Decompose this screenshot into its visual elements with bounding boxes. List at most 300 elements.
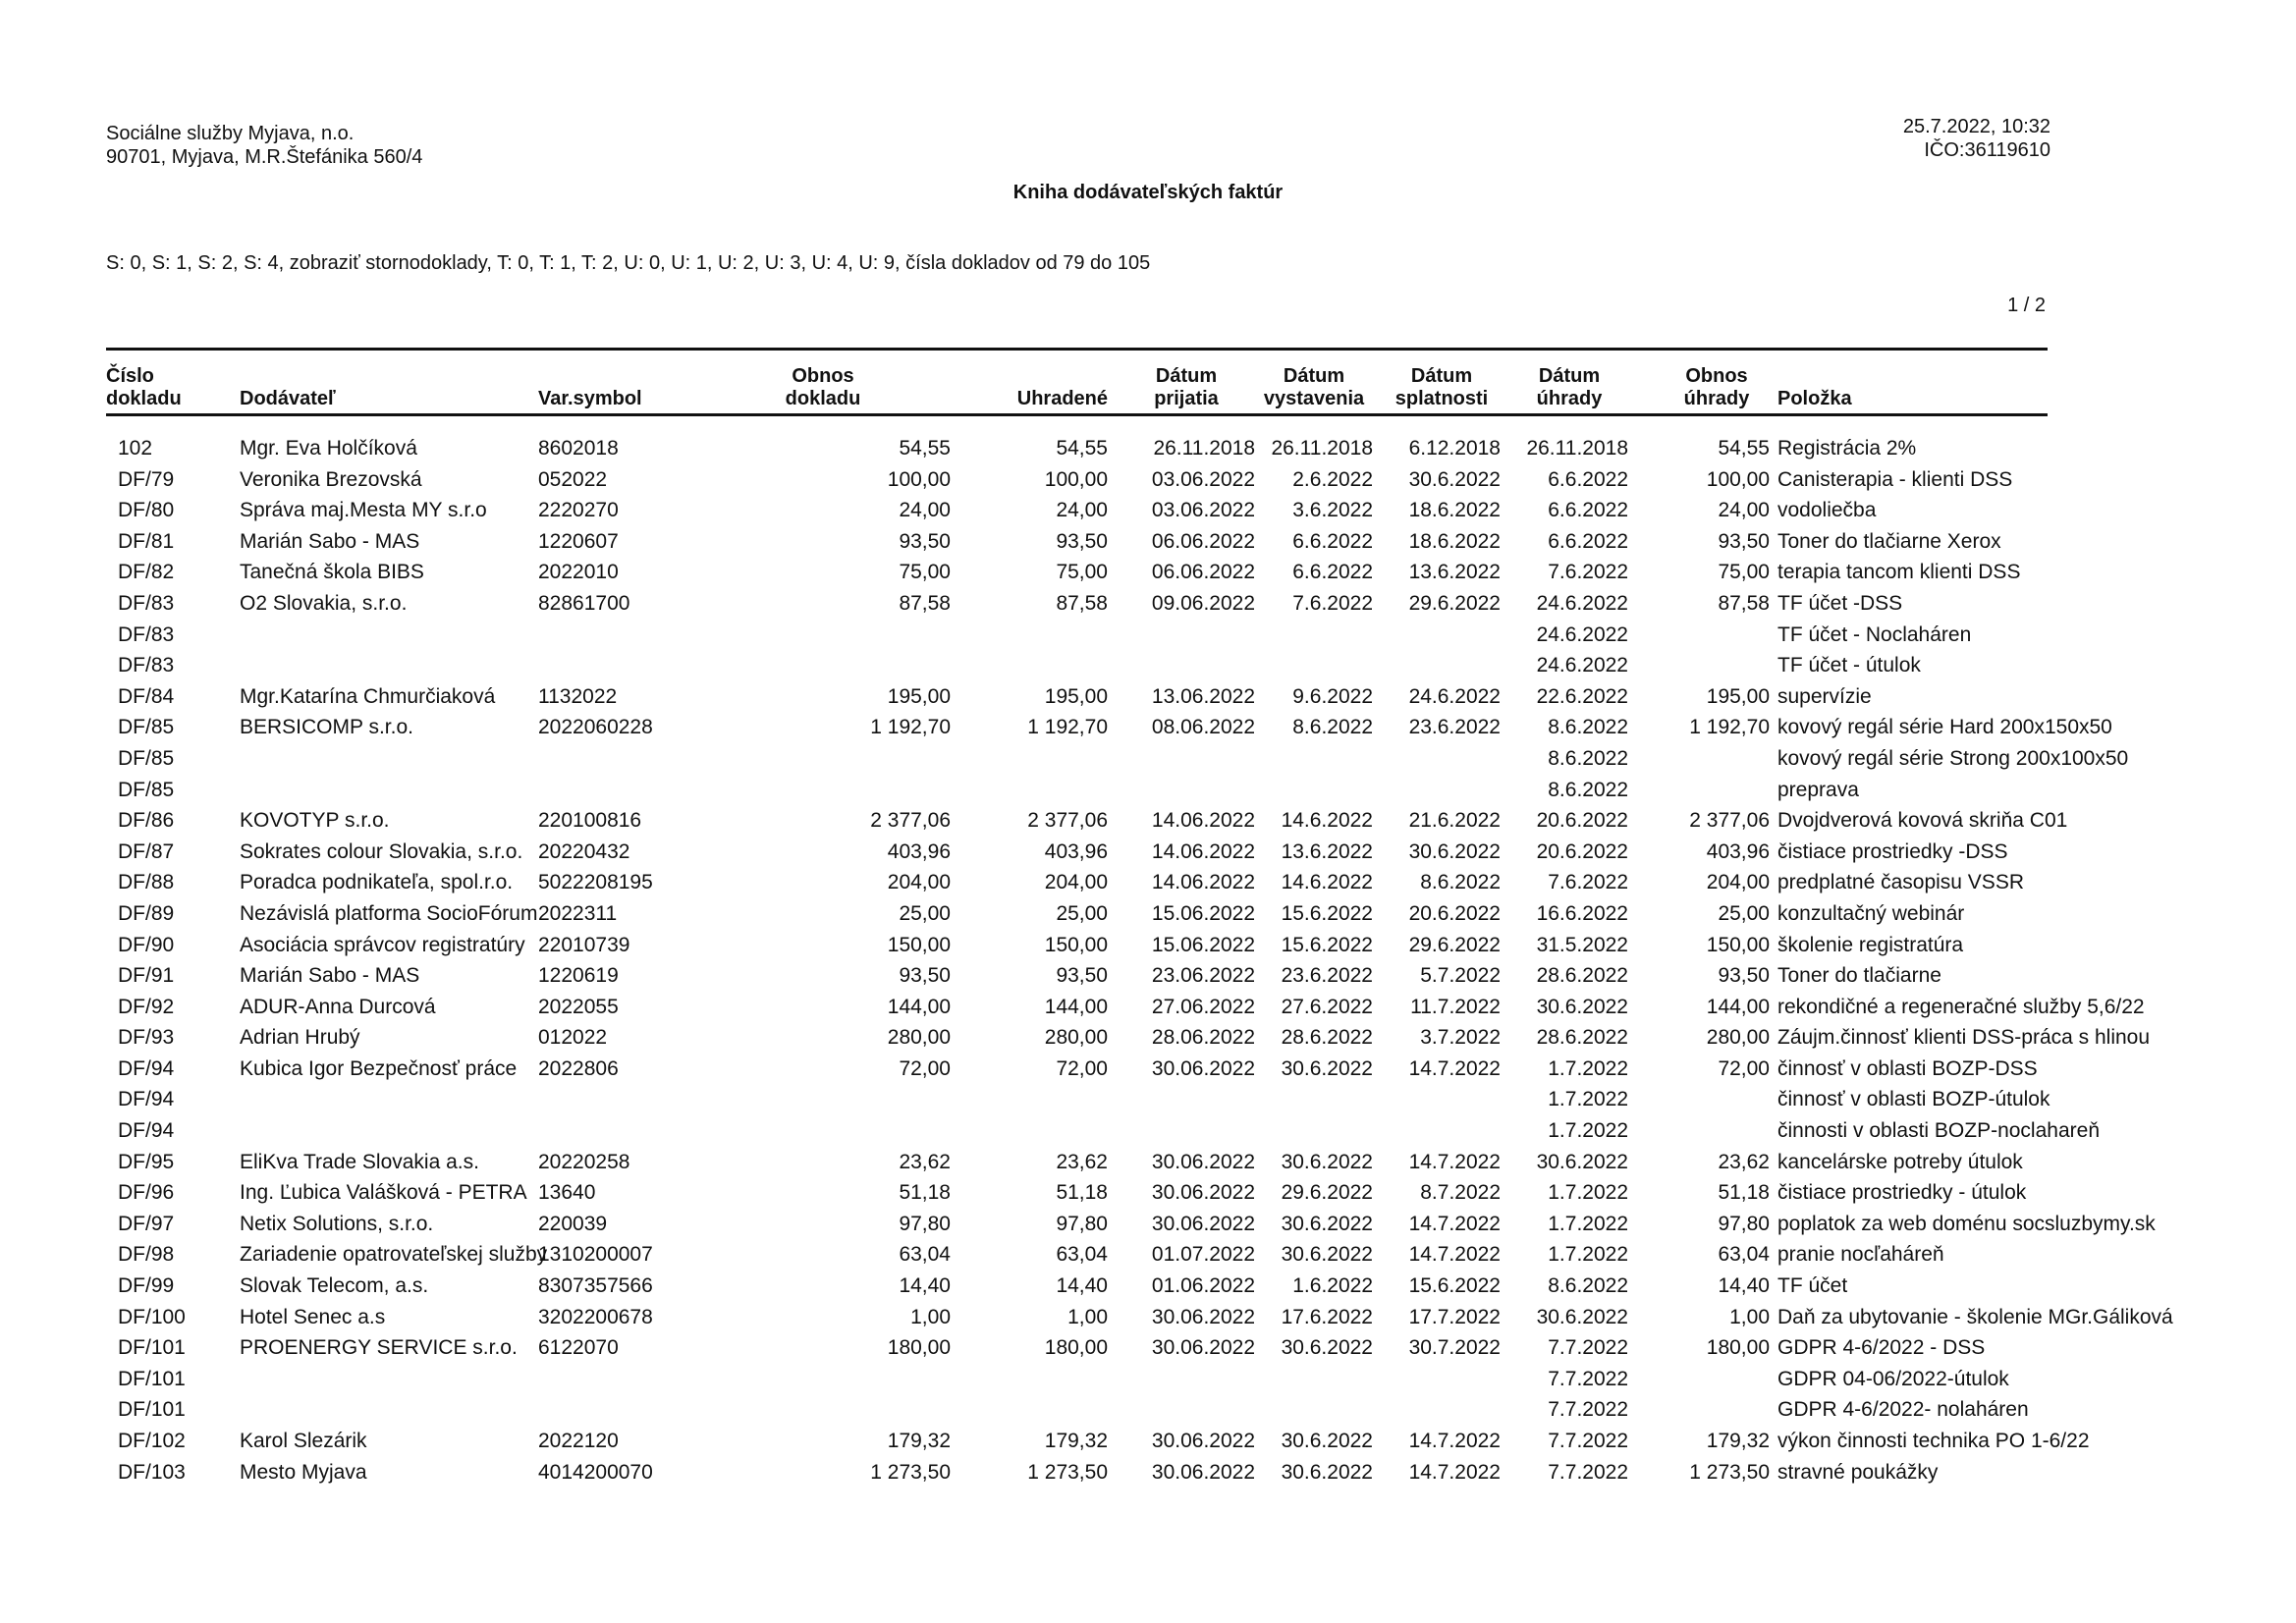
cell-obnos-dokladu: 280,00 — [887, 1026, 951, 1050]
cell-cislo: DF/98 — [118, 1243, 175, 1267]
table-row — [106, 1333, 2047, 1365]
cell-datum-vystavenia: 15.6.2022 — [1281, 933, 1373, 956]
cell-obnos-dokladu: 1,00 — [910, 1305, 951, 1328]
cell-uhradene: 23,62 — [1056, 1150, 1108, 1173]
cell-datum-vystavenia: 30.6.2022 — [1281, 1243, 1373, 1267]
cell-datum-vystavenia: 13.6.2022 — [1281, 839, 1373, 863]
cell-obnos-dokladu: 179,32 — [887, 1430, 951, 1452]
cell-obnos-dokladu: 150,00 — [887, 933, 951, 956]
cell-obnos-uhrady: 180,00 — [1706, 1336, 1770, 1360]
col-cislo-header: Číslo dokladu — [106, 365, 182, 409]
cell-datum-prijatia: 30.06.2022 — [1151, 1181, 1255, 1205]
cell-obnos-uhrady: 150,00 — [1706, 933, 1770, 956]
cell-datum-uhrady: 22.6.2022 — [1536, 684, 1628, 708]
cell-datum-uhrady: 1.7.2022 — [1548, 1119, 1628, 1143]
cell-obnos-dokladu: 54,55 — [899, 437, 951, 460]
cell-datum-uhrady: 24.6.2022 — [1536, 654, 1628, 677]
cell-polozka: TF účet - útulok — [1777, 654, 1921, 677]
cell-cislo: DF/97 — [118, 1212, 175, 1235]
org-block — [106, 122, 422, 169]
cell-datum-vystavenia: 15.6.2022 — [1281, 901, 1373, 925]
cell-obnos-dokladu: 72,00 — [899, 1056, 951, 1080]
cell-dodavatel: Ing. Ľubica Valášková - PETRA — [240, 1181, 527, 1205]
cell-datum-uhrady: 7.7.2022 — [1548, 1367, 1628, 1390]
cell-datum-splatnosti: 14.7.2022 — [1408, 1243, 1501, 1267]
cell-datum-splatnosti: 8.7.2022 — [1420, 1181, 1501, 1205]
cell-var-symbol: 8602018 — [538, 437, 619, 460]
cell-datum-vystavenia: 30.6.2022 — [1281, 1150, 1373, 1173]
table-row — [106, 868, 2047, 899]
cell-cislo: DF/85 — [118, 746, 175, 770]
filter-params: S: 0, S: 1, S: 2, S: 4, zobraziť stornodoklady, T: 0, T: 1, T: 2, U: 0, U: 1, U: 2, U: 3, U: 4, U: 9, čísla dokladov od 79 do 105 — [106, 252, 1151, 274]
cell-var-symbol: 220039 — [538, 1212, 608, 1235]
cell-datum-prijatia: 30.06.2022 — [1151, 1212, 1255, 1235]
cell-polozka: pranie nocľaháreň — [1777, 1243, 1944, 1267]
cell-obnos-uhrady: 51,18 — [1718, 1181, 1770, 1205]
table-row — [106, 1178, 2047, 1210]
cell-obnos-dokladu: 25,00 — [899, 901, 951, 925]
cell-var-symbol: 5022208195 — [538, 871, 653, 894]
cell-var-symbol: 2022311 — [538, 901, 618, 925]
cell-datum-uhrady: 30.6.2022 — [1536, 995, 1628, 1018]
cell-datum-vystavenia: 1.6.2022 — [1292, 1274, 1373, 1298]
cell-cislo: DF/95 — [118, 1150, 175, 1173]
cell-datum-prijatia: 15.06.2022 — [1151, 901, 1255, 925]
cell-datum-uhrady: 7.6.2022 — [1548, 561, 1628, 584]
cell-obnos-dokladu: 1 273,50 — [870, 1460, 951, 1484]
cell-polozka: TF účet - Noclaháren — [1777, 622, 1972, 646]
cell-dodavatel: Veronika Brezovská — [240, 467, 422, 491]
cell-cislo: DF/80 — [118, 499, 175, 522]
cell-var-symbol: 2220270 — [538, 499, 619, 522]
cell-polozka: stravné poukážky — [1777, 1460, 1939, 1484]
cell-datum-uhrady: 1.7.2022 — [1548, 1243, 1628, 1267]
cell-cislo: DF/81 — [118, 529, 175, 553]
cell-obnos-dokladu: 97,80 — [899, 1212, 951, 1235]
cell-cislo: DF/94 — [118, 1088, 175, 1111]
cell-dodavatel: Poradca podnikateľa, spol.r.o. — [240, 871, 514, 894]
cell-var-symbol: 13640 — [538, 1181, 596, 1205]
cell-polozka: čistiace prostriedky - útulok — [1777, 1181, 2027, 1205]
cell-datum-splatnosti: 14.7.2022 — [1408, 1460, 1501, 1484]
cell-obnos-uhrady: 179,32 — [1706, 1430, 1770, 1452]
cell-obnos-dokladu: 204,00 — [887, 871, 951, 894]
col-datum-splatnosti-header: Dátum splatnosti — [1394, 365, 1489, 409]
cell-var-symbol: 2022120 — [538, 1430, 619, 1452]
cell-datum-splatnosti: 30.6.2022 — [1408, 839, 1501, 863]
cell-datum-uhrady: 8.6.2022 — [1548, 778, 1628, 801]
cell-uhradene: 1 273,50 — [1027, 1460, 1108, 1484]
cell-obnos-uhrady: 23,62 — [1718, 1150, 1770, 1173]
cell-datum-uhrady: 1.7.2022 — [1548, 1212, 1628, 1235]
cell-uhradene: 75,00 — [1056, 561, 1108, 584]
cell-datum-prijatia: 14.06.2022 — [1151, 871, 1255, 894]
cell-obnos-dokladu: 23,62 — [899, 1150, 951, 1173]
col-datum-prijatia-header: Dátum prijatia — [1154, 365, 1219, 409]
table-row — [106, 1023, 2151, 1055]
cell-dodavatel: Hotel Senec a.s — [240, 1305, 386, 1328]
cell-cislo: DF/91 — [118, 964, 175, 988]
cell-cislo: DF/83 — [118, 622, 175, 646]
col-datum-vystavenia-header: Dátum vystavenia — [1263, 365, 1365, 409]
cell-var-symbol: 4014200070 — [538, 1460, 653, 1484]
cell-obnos-dokladu: 403,96 — [887, 839, 951, 863]
cell-dodavatel: Netix Solutions, s.r.o. — [240, 1212, 434, 1235]
cell-cislo: DF/96 — [118, 1181, 175, 1205]
cell-datum-splatnosti: 18.6.2022 — [1408, 529, 1501, 553]
table-row — [106, 961, 2047, 993]
cell-dodavatel: O2 Slovakia, s.r.o. — [240, 591, 408, 615]
cell-obnos-uhrady: 14,40 — [1718, 1274, 1770, 1298]
table-row — [106, 1116, 2100, 1148]
cell-dodavatel: Mesto Myjava — [240, 1460, 367, 1484]
cell-polozka: kancelárske potreby útulok — [1777, 1150, 2023, 1173]
cell-obnos-uhrady: 87,58 — [1718, 591, 1770, 615]
table-row — [106, 1210, 2156, 1241]
org-address: 90701, Myjava, M.R.Štefánika 560/4 — [106, 146, 423, 168]
cell-cislo: DF/84 — [118, 684, 175, 708]
cell-dodavatel: Zariadenie opatrovateľskej služby — [240, 1243, 548, 1267]
cell-cislo: DF/85 — [118, 778, 175, 801]
cell-datum-splatnosti: 29.6.2022 — [1408, 591, 1501, 615]
cell-datum-splatnosti: 17.7.2022 — [1408, 1305, 1501, 1328]
cell-datum-splatnosti: 14.7.2022 — [1408, 1150, 1501, 1173]
cell-var-symbol: 22010739 — [538, 933, 630, 956]
cell-obnos-uhrady: 1 273,50 — [1689, 1460, 1770, 1484]
table-row — [106, 899, 2047, 931]
cell-polozka: Canisterapia - klienti DSS — [1777, 467, 2013, 491]
cell-var-symbol: 8307357566 — [538, 1274, 653, 1298]
cell-datum-uhrady: 8.6.2022 — [1548, 1274, 1628, 1298]
cell-uhradene: 25,00 — [1056, 901, 1108, 925]
org-name: Sociálne služby Myjava, n.o. — [106, 123, 355, 144]
cell-uhradene: 179,32 — [1044, 1430, 1108, 1452]
cell-obnos-dokladu: 144,00 — [887, 995, 951, 1018]
table-header — [106, 357, 2047, 410]
table-row — [106, 931, 2047, 962]
table-body — [106, 434, 2173, 1488]
cell-datum-vystavenia: 6.6.2022 — [1292, 529, 1373, 553]
cell-datum-uhrady: 28.6.2022 — [1536, 1026, 1628, 1050]
cell-obnos-uhrady: 54,55 — [1718, 437, 1770, 460]
cell-datum-vystavenia: 14.6.2022 — [1281, 809, 1373, 833]
cell-uhradene: 54,55 — [1056, 437, 1108, 460]
cell-datum-vystavenia: 2.6.2022 — [1292, 467, 1373, 491]
table-header-rule — [106, 413, 2048, 416]
cell-datum-uhrady: 26.11.2018 — [1526, 437, 1628, 460]
cell-uhradene: 150,00 — [1044, 933, 1108, 956]
cell-cislo: DF/101 — [118, 1367, 186, 1390]
table-row — [106, 589, 2047, 621]
cell-var-symbol: 052022 — [538, 467, 608, 491]
cell-cislo: DF/100 — [118, 1305, 186, 1328]
cell-dodavatel: KOVOTYP s.r.o. — [240, 809, 390, 833]
cell-datum-prijatia: 30.06.2022 — [1151, 1056, 1255, 1080]
page-number: 1 / 2 — [2007, 295, 2046, 316]
cell-polozka: Registrácia 2% — [1777, 437, 1917, 460]
cell-datum-splatnosti: 8.6.2022 — [1420, 871, 1501, 894]
print-datetime: 25.7.2022, 10:32 — [1902, 116, 2050, 137]
cell-dodavatel: Asociácia správcov registratúry — [240, 933, 525, 956]
cell-cislo: DF/86 — [118, 809, 175, 833]
cell-obnos-dokladu: 100,00 — [887, 467, 951, 491]
cell-cislo: DF/103 — [118, 1460, 186, 1484]
cell-uhradene: 403,96 — [1044, 839, 1108, 863]
cell-dodavatel: Slovak Telecom, a.s. — [240, 1274, 429, 1298]
cell-uhradene: 144,00 — [1044, 995, 1108, 1018]
cell-datum-uhrady: 1.7.2022 — [1548, 1056, 1628, 1080]
cell-polozka: supervízie — [1777, 684, 1872, 708]
col-polozka-header: Položka — [1777, 388, 1852, 409]
cell-uhradene: 24,00 — [1056, 499, 1108, 522]
cell-dodavatel: ADUR-Anna Durcová — [240, 995, 436, 1018]
table-row — [106, 527, 2047, 559]
col-dodavatel-header: Dodávateľ — [240, 388, 336, 409]
cell-var-symbol: 1132022 — [538, 684, 618, 708]
cell-uhradene: 1 192,70 — [1027, 716, 1108, 739]
cell-datum-splatnosti: 14.7.2022 — [1408, 1056, 1501, 1080]
cell-obnos-uhrady: 1,00 — [1729, 1305, 1770, 1328]
cell-datum-uhrady: 7.7.2022 — [1548, 1398, 1628, 1422]
cell-polozka: činnosti v oblasti BOZP-noclahareň — [1777, 1119, 2100, 1143]
table-row — [106, 1303, 2173, 1334]
cell-dodavatel: Sokrates colour Slovakia, s.r.o. — [240, 839, 523, 863]
cell-obnos-uhrady: 93,50 — [1718, 529, 1770, 553]
ico: IČO:36119610 — [1924, 139, 2050, 161]
col-datum-uhrady-header: Dátum úhrady — [1536, 365, 1603, 409]
cell-dodavatel: Marián Sabo - MAS — [240, 529, 420, 553]
cell-obnos-uhrady: 2 377,06 — [1689, 809, 1770, 833]
cell-dodavatel: EliKva Trade Slovakia a.s. — [240, 1150, 479, 1173]
cell-uhradene: 14,40 — [1056, 1274, 1108, 1298]
cell-datum-uhrady: 1.7.2022 — [1548, 1088, 1628, 1111]
cell-datum-splatnosti: 5.7.2022 — [1420, 964, 1501, 988]
cell-datum-splatnosti: 24.6.2022 — [1408, 684, 1501, 708]
cell-datum-uhrady: 7.7.2022 — [1548, 1430, 1628, 1452]
cell-cislo: DF/79 — [118, 467, 175, 491]
col-uhradene-header: Uhradené — [1016, 388, 1108, 409]
cell-datum-splatnosti: 11.7.2022 — [1410, 995, 1501, 1018]
cell-var-symbol: 1220607 — [538, 529, 619, 553]
cell-datum-splatnosti: 23.6.2022 — [1408, 716, 1501, 739]
meta-block — [1903, 115, 2050, 162]
cell-datum-prijatia: 30.06.2022 — [1151, 1430, 1255, 1452]
cell-polozka: GDPR 4-6/2022 - DSS — [1777, 1336, 1986, 1360]
cell-var-symbol: 6122070 — [538, 1336, 619, 1360]
document-title: Kniha dodávateľských faktúr — [1012, 182, 1284, 203]
cell-uhradene: 195,00 — [1044, 684, 1108, 708]
cell-datum-prijatia: 09.06.2022 — [1151, 591, 1255, 615]
cell-datum-uhrady: 8.6.2022 — [1548, 746, 1628, 770]
cell-datum-vystavenia: 3.6.2022 — [1292, 499, 1373, 522]
cell-polozka: poplatok za web doménu socsluzbymy.sk — [1777, 1212, 2156, 1235]
cell-datum-prijatia: 23.06.2022 — [1151, 964, 1255, 988]
cell-datum-uhrady: 7.7.2022 — [1548, 1460, 1628, 1484]
cell-obnos-dokladu: 1 192,70 — [870, 716, 951, 739]
cell-polozka: Toner do tlačiarne — [1777, 964, 1941, 988]
cell-obnos-uhrady: 72,00 — [1718, 1056, 1770, 1080]
cell-datum-vystavenia: 28.6.2022 — [1281, 1026, 1373, 1050]
cell-uhradene: 2 377,06 — [1027, 809, 1108, 833]
table-row — [106, 651, 2047, 682]
cell-polozka: vodoliečba — [1777, 499, 1877, 522]
cell-var-symbol: 012022 — [538, 1026, 608, 1050]
cell-uhradene: 180,00 — [1044, 1336, 1108, 1360]
cell-datum-uhrady: 30.6.2022 — [1536, 1305, 1628, 1328]
cell-dodavatel: Kubica Igor Bezpečnosť práce — [240, 1056, 518, 1080]
cell-cislo: DF/83 — [118, 654, 175, 677]
table-row — [106, 1365, 2047, 1396]
cell-dodavatel: Správa maj.Mesta MY s.r.o — [240, 499, 487, 522]
cell-polozka: Záujm.činnosť klienti DSS-práca s hlinou — [1777, 1026, 2151, 1050]
cell-polozka: TF účet -DSS — [1777, 591, 1903, 615]
cell-datum-uhrady: 6.6.2022 — [1548, 467, 1628, 491]
table-row — [106, 1458, 2047, 1489]
cell-datum-uhrady: 1.7.2022 — [1548, 1181, 1628, 1205]
cell-polozka: výkon činnosti technika PO 1-6/22 — [1777, 1430, 2090, 1452]
cell-datum-vystavenia: 30.6.2022 — [1281, 1430, 1373, 1452]
table-row — [106, 838, 2047, 869]
cell-datum-uhrady: 30.6.2022 — [1536, 1150, 1628, 1173]
cell-datum-prijatia: 14.06.2022 — [1151, 809, 1255, 833]
cell-datum-vystavenia: 27.6.2022 — [1281, 995, 1373, 1018]
cell-datum-prijatia: 30.06.2022 — [1151, 1460, 1255, 1484]
cell-polozka: Daň za ubytovanie - školenie MGr.Gáliková — [1777, 1305, 2173, 1328]
cell-datum-uhrady: 6.6.2022 — [1548, 499, 1628, 522]
cell-datum-uhrady: 6.6.2022 — [1548, 529, 1628, 553]
table-row — [106, 434, 2047, 465]
cell-polozka: kovový regál série Hard 200x150x50 — [1777, 716, 2112, 739]
cell-var-symbol: 20220258 — [538, 1150, 630, 1173]
cell-polozka: činnosť v oblasti BOZP-útulok — [1777, 1088, 2050, 1111]
cell-obnos-dokladu: 2 377,06 — [870, 809, 951, 833]
cell-uhradene: 93,50 — [1056, 529, 1108, 553]
cell-datum-vystavenia: 23.6.2022 — [1281, 964, 1373, 988]
cell-dodavatel: Mgr.Katarína Chmurčiaková — [240, 684, 496, 708]
cell-obnos-uhrady: 403,96 — [1706, 839, 1770, 863]
cell-var-symbol: 2022010 — [538, 561, 619, 584]
cell-var-symbol: 2022060228 — [538, 716, 653, 739]
cell-datum-prijatia: 30.06.2022 — [1151, 1305, 1255, 1328]
cell-cislo: DF/82 — [118, 561, 175, 584]
cell-datum-prijatia: 06.06.2022 — [1151, 529, 1255, 553]
cell-datum-splatnosti: 6.12.2018 — [1408, 437, 1501, 460]
cell-polozka: Toner do tlačiarne Xerox — [1777, 529, 2001, 553]
cell-dodavatel: Adrian Hrubý — [240, 1026, 360, 1050]
table-row — [106, 1427, 2090, 1458]
cell-datum-vystavenia: 30.6.2022 — [1281, 1212, 1373, 1235]
cell-cislo: DF/85 — [118, 716, 175, 739]
cell-datum-prijatia: 03.06.2022 — [1151, 499, 1255, 522]
cell-var-symbol: 2022806 — [538, 1056, 619, 1080]
cell-obnos-uhrady: 195,00 — [1706, 684, 1770, 708]
cell-uhradene: 100,00 — [1044, 467, 1108, 491]
cell-datum-splatnosti: 18.6.2022 — [1408, 499, 1501, 522]
cell-uhradene: 87,58 — [1056, 591, 1108, 615]
cell-datum-splatnosti: 30.7.2022 — [1408, 1336, 1501, 1360]
cell-dodavatel: Nezávislá platforma SocioFórum — [240, 901, 538, 925]
cell-cislo: 102 — [118, 437, 153, 460]
cell-datum-vystavenia: 17.6.2022 — [1281, 1305, 1373, 1328]
cell-dodavatel: Marián Sabo - MAS — [240, 964, 420, 988]
table-row — [106, 496, 2047, 527]
cell-datum-vystavenia: 30.6.2022 — [1281, 1336, 1373, 1360]
cell-uhradene: 280,00 — [1044, 1026, 1108, 1050]
cell-datum-prijatia: 26.11.2018 — [1153, 437, 1255, 460]
cell-cislo: DF/99 — [118, 1274, 175, 1298]
cell-datum-vystavenia: 6.6.2022 — [1292, 561, 1373, 584]
cell-var-symbol: 1310200007 — [538, 1243, 653, 1267]
table-top-rule — [106, 348, 2048, 351]
cell-var-symbol: 82861700 — [538, 591, 630, 615]
cell-cislo: DF/87 — [118, 839, 175, 863]
col-obnos-uhrady-header: Obnos úhrady — [1683, 365, 1750, 409]
cell-cislo: DF/93 — [118, 1026, 175, 1050]
cell-datum-vystavenia: 14.6.2022 — [1281, 871, 1373, 894]
cell-cislo: DF/101 — [118, 1336, 186, 1360]
cell-polozka: GDPR 4-6/2022- nolaháren — [1777, 1398, 2029, 1422]
table-row — [106, 806, 2068, 838]
cell-obnos-uhrady: 100,00 — [1706, 467, 1770, 491]
table-row — [106, 1395, 2047, 1427]
table-row — [106, 744, 2129, 776]
cell-obnos-uhrady: 204,00 — [1706, 871, 1770, 894]
cell-datum-prijatia: 13.06.2022 — [1151, 684, 1255, 708]
cell-datum-splatnosti: 3.7.2022 — [1420, 1026, 1501, 1050]
cell-datum-uhrady: 24.6.2022 — [1536, 591, 1628, 615]
cell-polozka: kovový regál série Strong 200x100x50 — [1777, 746, 2129, 770]
cell-cislo: DF/102 — [118, 1430, 186, 1452]
cell-datum-uhrady: 7.6.2022 — [1548, 871, 1628, 894]
cell-uhradene: 204,00 — [1044, 871, 1108, 894]
cell-obnos-uhrady: 1 192,70 — [1689, 716, 1770, 739]
cell-dodavatel: Mgr. Eva Holčíková — [240, 437, 417, 460]
cell-polozka: terapia tancom klienti DSS — [1777, 561, 2021, 584]
cell-uhradene: 51,18 — [1056, 1181, 1108, 1205]
cell-cislo: DF/83 — [118, 591, 175, 615]
cell-var-symbol: 1220619 — [538, 964, 619, 988]
cell-datum-uhrady: 16.6.2022 — [1536, 901, 1628, 925]
cell-obnos-dokladu: 87,58 — [899, 591, 951, 615]
cell-datum-vystavenia: 7.6.2022 — [1292, 591, 1373, 615]
cell-datum-uhrady: 28.6.2022 — [1536, 964, 1628, 988]
cell-uhradene: 63,04 — [1056, 1243, 1108, 1267]
cell-datum-splatnosti: 14.7.2022 — [1408, 1212, 1501, 1235]
table-row — [106, 1240, 2047, 1271]
cell-polozka: GDPR 04-06/2022-útulok — [1777, 1367, 2009, 1390]
cell-dodavatel: BERSICOMP s.r.o. — [240, 716, 413, 739]
cell-cislo: DF/89 — [118, 901, 175, 925]
cell-obnos-dokladu: 51,18 — [899, 1181, 951, 1205]
cell-datum-uhrady: 7.7.2022 — [1548, 1336, 1628, 1360]
cell-datum-splatnosti: 15.6.2022 — [1408, 1274, 1501, 1298]
cell-obnos-dokladu: 180,00 — [887, 1336, 951, 1360]
cell-obnos-uhrady: 75,00 — [1718, 561, 1770, 584]
cell-polozka: preprava — [1777, 778, 1859, 801]
cell-cislo: DF/94 — [118, 1056, 175, 1080]
cell-datum-uhrady: 24.6.2022 — [1536, 622, 1628, 646]
cell-datum-prijatia: 27.06.2022 — [1151, 995, 1255, 1018]
cell-obnos-uhrady: 97,80 — [1718, 1212, 1770, 1235]
cell-var-symbol: 3202200678 — [538, 1305, 653, 1328]
cell-datum-splatnosti: 29.6.2022 — [1408, 933, 1501, 956]
cell-obnos-uhrady: 24,00 — [1718, 499, 1770, 522]
cell-datum-prijatia: 03.06.2022 — [1151, 467, 1255, 491]
table-row — [106, 1271, 2047, 1303]
cell-datum-splatnosti: 13.6.2022 — [1408, 561, 1501, 584]
cell-datum-uhrady: 20.6.2022 — [1536, 839, 1628, 863]
cell-uhradene: 97,80 — [1056, 1212, 1108, 1235]
